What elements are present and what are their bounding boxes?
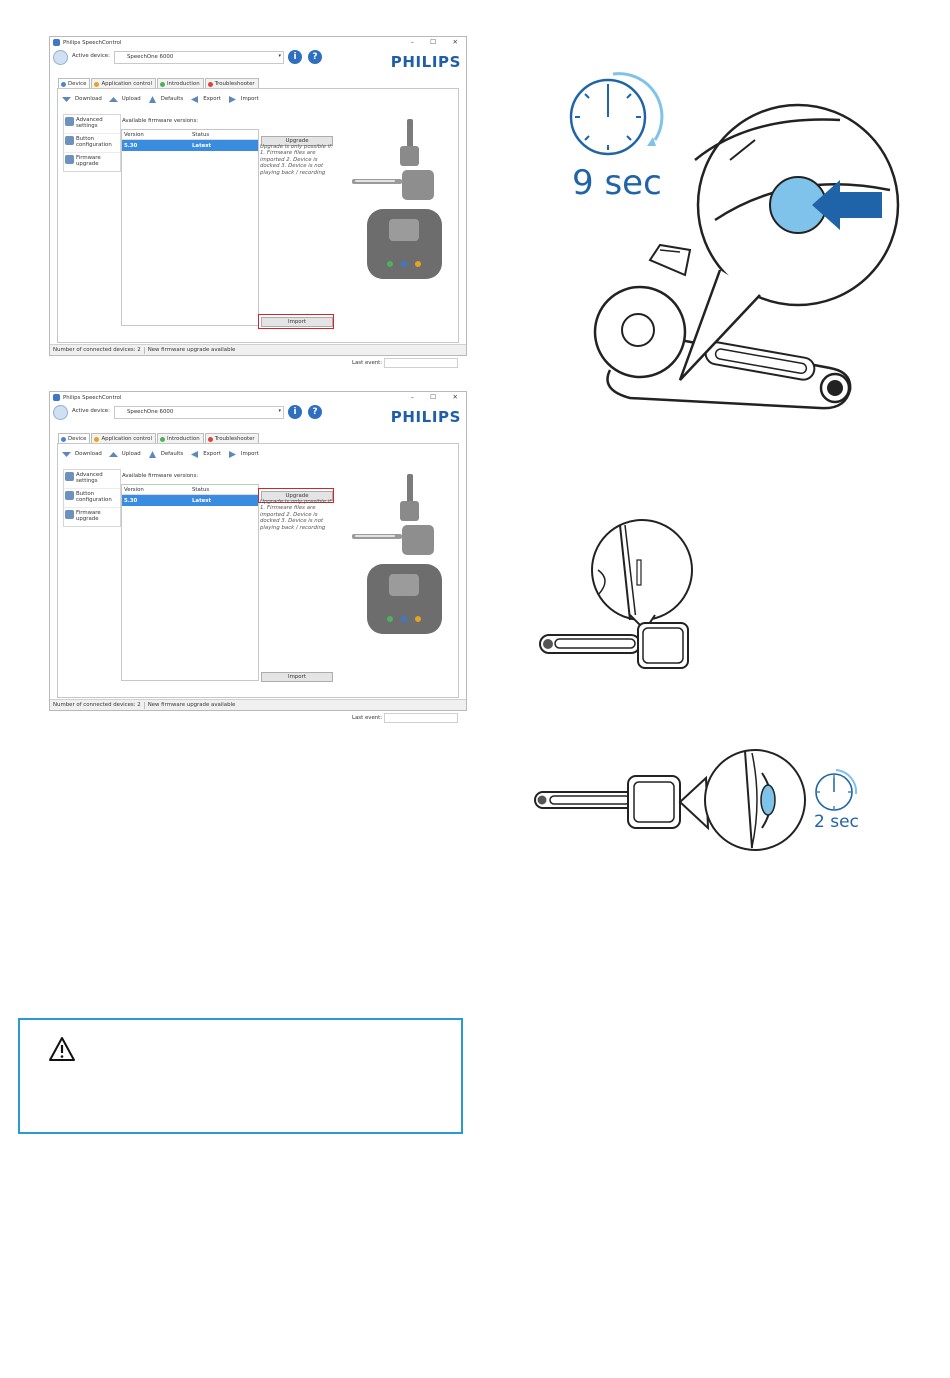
chevron-down-icon: ▾ [278, 53, 281, 59]
tab-bar [58, 433, 260, 443]
toolbar [61, 447, 265, 461]
nav-item-firmware-upgrade[interactable] [64, 153, 120, 171]
tab-device[interactable] [58, 78, 90, 88]
upgrade-button[interactable]: Upgrade [261, 136, 333, 146]
firmware-list-header [122, 130, 258, 140]
firmware-label: Available firmware versions: [122, 118, 199, 124]
speechcontrol-window-2 [49, 391, 467, 721]
minimize-button[interactable]: – [410, 393, 414, 401]
nav-label: Advanced settings [76, 472, 103, 484]
tab-troubleshooter[interactable] [205, 78, 259, 88]
timer-short-label: 2 sec [814, 812, 859, 832]
tab-device[interactable] [58, 433, 90, 443]
import-icon [227, 450, 238, 459]
version-cell: 5.30 [124, 497, 138, 504]
upgrade-note: Upgrade is only possible if: 1. Firmware files are imported 2. Device is docked 3. Device is not playing back / recording [260, 499, 333, 531]
tab-label: Application control [101, 81, 152, 87]
import-icon [227, 95, 238, 104]
tab-label: Device [68, 81, 87, 87]
table-row[interactable] [122, 140, 258, 151]
upload-icon [108, 450, 119, 459]
device-tab-icon [61, 437, 66, 442]
gear-icon [65, 117, 74, 126]
export-button[interactable] [189, 450, 221, 459]
nav-label: Advanced settings [76, 117, 103, 129]
tab-label: Troubleshooter [214, 436, 255, 442]
device-tab-icon [61, 82, 66, 87]
stopwatch-icon [812, 766, 862, 814]
nav-label: Firmware upgrade [76, 510, 101, 522]
headset-side-illustration [530, 515, 730, 675]
import-toolbar-button[interactable] [227, 95, 259, 104]
title-bar [50, 392, 466, 403]
warning-box [18, 1018, 463, 1134]
last-event-label: Last event: [352, 715, 383, 721]
warning-icon [48, 1036, 76, 1062]
toolbar-label: Defaults [160, 96, 184, 102]
close-button[interactable]: ✕ [452, 393, 458, 401]
import-button[interactable]: Import [261, 317, 333, 327]
firmware-label: Available firmware versions: [122, 473, 199, 479]
tab-label: Introduction [166, 436, 200, 442]
upload-icon [108, 95, 119, 104]
nav-item-advanced-settings[interactable] [64, 470, 120, 489]
toolbar-label: Export [203, 96, 221, 102]
device-select[interactable] [114, 51, 284, 64]
export-icon [189, 95, 200, 104]
upload-button[interactable] [108, 450, 141, 459]
status-bar [50, 344, 466, 355]
tab-introduction[interactable] [157, 433, 204, 443]
nav-item-advanced-settings[interactable] [64, 115, 120, 134]
firmware-list [121, 129, 259, 326]
version-cell: 5.30 [124, 142, 138, 149]
defaults-button[interactable] [147, 450, 184, 459]
philips-logo: PHILIPS [390, 53, 461, 71]
download-button[interactable] [61, 95, 102, 104]
application-tab-icon [94, 82, 99, 87]
maximize-button[interactable]: ☐ [430, 38, 436, 46]
device-bar [50, 49, 466, 71]
defaults-icon [147, 450, 158, 459]
title-bar [50, 37, 466, 48]
firmware-status: New firmware upgrade available [147, 702, 236, 708]
window-title: Philips SpeechControl [63, 39, 122, 46]
download-icon [61, 95, 72, 104]
app-icon [53, 394, 60, 401]
device-icon [53, 405, 68, 420]
download-icon [61, 450, 72, 459]
tab-troubleshooter[interactable] [205, 433, 259, 443]
nav-item-button-configuration[interactable] [64, 489, 120, 508]
tab-bar [58, 78, 260, 88]
settings-nav [63, 469, 121, 527]
firmware-list [121, 484, 259, 681]
troubleshooter-tab-icon [208, 437, 213, 442]
status-cell: Latest [192, 497, 212, 504]
device-select[interactable] [114, 406, 284, 419]
active-device-label: Active device: [72, 53, 110, 59]
status-bar [50, 699, 466, 710]
column-version: Version [124, 131, 144, 138]
philips-logo: PHILIPS [390, 408, 461, 426]
chevron-down-icon: ▾ [278, 408, 281, 414]
column-version: Version [124, 486, 144, 493]
toolbar-label: Defaults [160, 451, 184, 457]
last-event-field [384, 358, 458, 368]
maximize-button[interactable]: ☐ [430, 393, 436, 401]
import-toolbar-button[interactable] [227, 450, 259, 459]
last-event-field [384, 713, 458, 723]
connected-devices: Number of connected devices: 2 [53, 702, 141, 708]
headset-button-illustration [530, 748, 810, 854]
firmware-icon [65, 155, 74, 164]
import-button[interactable]: Import [261, 672, 333, 682]
speechcontrol-window-1 [49, 36, 467, 366]
app-icon [53, 39, 60, 46]
nav-label: Firmware upgrade [76, 155, 101, 167]
gear-icon [65, 472, 74, 481]
application-tab-icon [94, 437, 99, 442]
toolbar-label: Download [75, 96, 102, 102]
defaults-icon [147, 95, 158, 104]
troubleshooter-tab-icon [208, 82, 213, 87]
last-event-label: Last event: [352, 360, 383, 366]
nav-item-firmware-upgrade[interactable] [64, 508, 120, 526]
info-icon[interactable]: i [288, 50, 302, 64]
firmware-status: New firmware upgrade available [147, 347, 236, 353]
nav-item-button-configuration[interactable] [64, 134, 120, 153]
column-status: Status [192, 131, 210, 138]
status-cell: Latest [192, 142, 212, 149]
connected-devices: Number of connected devices: 2 [53, 347, 141, 353]
nav-label: Button configuration [76, 136, 112, 148]
tab-label: Troubleshooter [214, 81, 255, 87]
device-bar [50, 404, 466, 426]
download-button[interactable] [61, 450, 102, 459]
tab-label: Device [68, 436, 87, 442]
tab-application-control[interactable] [91, 433, 156, 443]
active-device-label: Active device: [72, 408, 110, 414]
device-illustration [347, 114, 447, 284]
toolbar-label: Upload [121, 96, 141, 102]
upgrade-button[interactable]: Upgrade [261, 491, 333, 501]
device-value: SpeechOne 6000 [127, 409, 174, 415]
settings-nav [63, 114, 121, 172]
tab-introduction[interactable] [157, 78, 204, 88]
device-value: SpeechOne 6000 [127, 54, 174, 60]
column-status: Status [192, 486, 210, 493]
tab-label: Application control [101, 436, 152, 442]
upgrade-note: Upgrade is only possible if: 1. Firmware files are imported 2. Device is docked 3. Device is not playing back / recording [260, 144, 333, 176]
toolbar [61, 92, 265, 106]
toolbar-label: Download [75, 451, 102, 457]
export-button[interactable] [189, 95, 221, 104]
upload-button[interactable] [108, 95, 141, 104]
button-config-icon [65, 136, 74, 145]
defaults-button[interactable] [147, 95, 184, 104]
window-title: Philips SpeechControl [63, 394, 122, 401]
introduction-tab-icon [160, 437, 165, 442]
toolbar-label: Export [203, 451, 221, 457]
device-illustration [347, 469, 447, 639]
timer-long-label: 9 sec [572, 163, 662, 203]
button-config-icon [65, 491, 74, 500]
tab-label: Introduction [166, 81, 200, 87]
nav-label: Button configuration [76, 491, 112, 503]
import-highlight [258, 314, 334, 329]
close-button[interactable]: ✕ [452, 38, 458, 46]
export-icon [189, 450, 200, 459]
firmware-list-header [122, 485, 258, 495]
toolbar-label: Import [240, 96, 259, 102]
help-icon[interactable]: ? [308, 50, 322, 64]
minimize-button[interactable]: – [410, 38, 414, 46]
tab-application-control[interactable] [91, 78, 156, 88]
table-row[interactable] [122, 495, 258, 506]
introduction-tab-icon [160, 82, 165, 87]
toolbar-label: Upload [121, 451, 141, 457]
device-icon [53, 50, 68, 65]
info-icon[interactable]: i [288, 405, 302, 419]
toolbar-label: Import [240, 451, 259, 457]
firmware-icon [65, 510, 74, 519]
headset-press-illustration [590, 100, 905, 415]
help-icon[interactable]: ? [308, 405, 322, 419]
